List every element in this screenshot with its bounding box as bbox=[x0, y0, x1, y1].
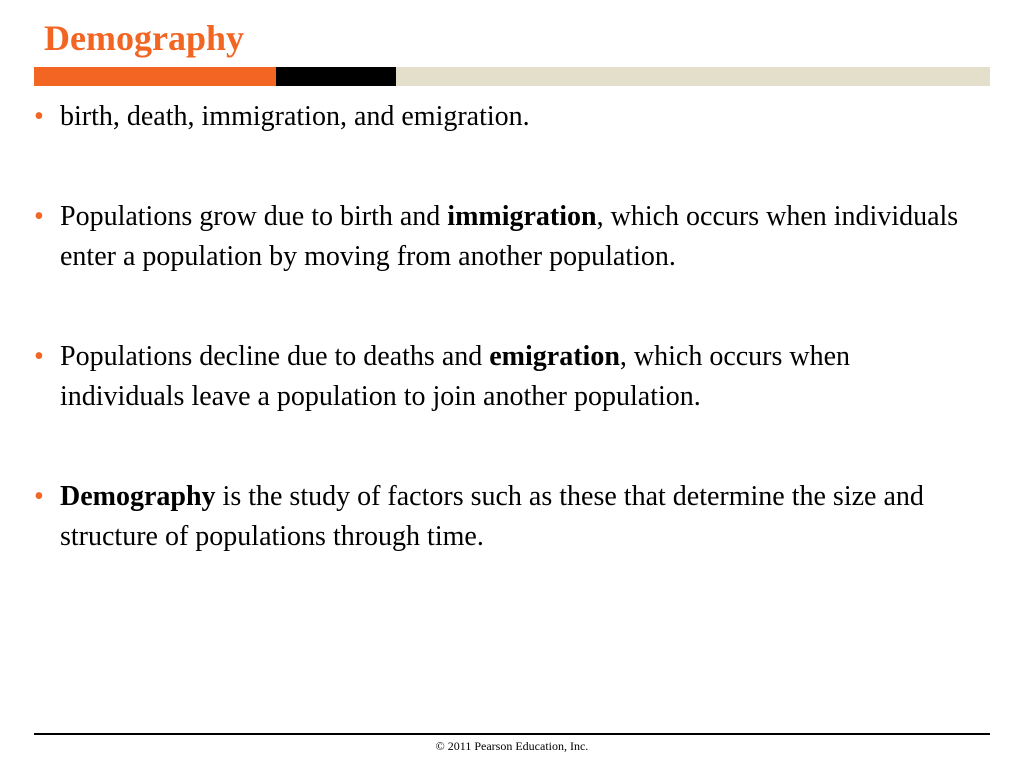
bullet-text bbox=[60, 101, 530, 132]
slide-title: Demography bbox=[44, 18, 244, 58]
bullet-text-segment: Populations decline due to deaths and bbox=[60, 341, 490, 372]
bullet-item bbox=[34, 477, 964, 557]
bullet-item bbox=[34, 197, 964, 277]
bullet-bold-term: emigration bbox=[489, 341, 620, 372]
title-bar-beige-segment bbox=[396, 67, 990, 86]
bullet-text-segment: , which occurs when individuals enter a population by moving from another population. bbox=[60, 201, 959, 272]
bullet-icon: • bbox=[34, 341, 44, 372]
title-bar-black-segment bbox=[276, 67, 396, 86]
bullet-text-segment: Populations grow due to birth and bbox=[60, 201, 448, 232]
bullet-text bbox=[60, 341, 850, 412]
bullet-text-segment: , which occurs when individuals leave a population to join another population. bbox=[60, 341, 851, 412]
bullet-text bbox=[60, 481, 924, 552]
bullet-item bbox=[34, 337, 964, 417]
bullet-bold-term: Demography bbox=[60, 481, 216, 512]
bullet-item bbox=[34, 97, 964, 137]
bullet-icon: • bbox=[34, 101, 44, 132]
bullet-text-segment: birth, death, immigration, and emigration. bbox=[60, 101, 530, 132]
bullet-list bbox=[34, 97, 964, 617]
footer-copyright: © 2011 Pearson Education, Inc. bbox=[435, 739, 589, 753]
bullet-bold-term: immigration bbox=[447, 201, 597, 232]
footer-divider bbox=[34, 733, 990, 735]
bullet-icon: • bbox=[34, 481, 44, 512]
title-bar-orange-segment bbox=[34, 67, 276, 86]
bullet-text bbox=[60, 201, 958, 272]
bullet-text-segment: is the study of factors such as these that determine the size and structure of populations through time. bbox=[60, 481, 924, 552]
bullet-icon: • bbox=[34, 201, 44, 232]
title-underline-bar bbox=[34, 67, 990, 86]
